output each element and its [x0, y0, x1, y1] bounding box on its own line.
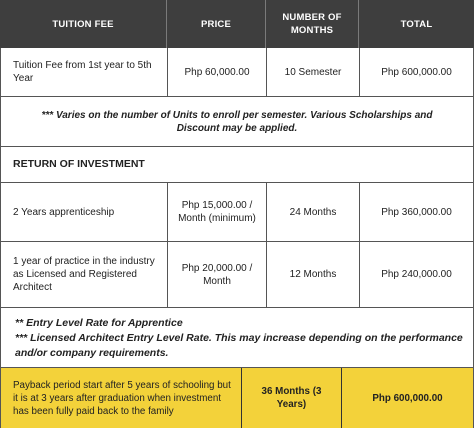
practice-total: Php 240,000.00	[381, 269, 452, 280]
note-apprentice-rate: ** Entry Level Rate for Apprentice	[15, 317, 183, 329]
note-varies-text: *** Varies on the number of Units to enroll per semester. Various Scholarships and Discount may be applied.	[41, 109, 433, 134]
payback-total: Php 600,000.00	[372, 392, 443, 404]
practice-price: Php 20,000.00 / Month	[181, 262, 253, 287]
header-number-of-months: NUMBER OF MONTHS	[282, 12, 342, 36]
tuition-total: Php 600,000.00	[381, 66, 452, 78]
table-row	[0, 48, 474, 97]
notes-rates	[0, 308, 474, 368]
roi-title: RETURN OF INVESTMENT	[13, 158, 145, 170]
table-row	[0, 183, 474, 242]
table-row	[0, 242, 474, 308]
apprenticeship-total: Php 360,000.00	[381, 206, 452, 218]
tuition-months: 10 Semester	[284, 66, 342, 78]
practice-months: 12 Months	[289, 269, 337, 280]
tuition-price: Php 60,000.00	[184, 66, 250, 78]
table-header	[0, 0, 474, 48]
payback-description: Payback period start after 5 years of schooling but it is at 3 years after graduation when investment has been fully paid back to the family	[13, 379, 231, 417]
apprenticeship-months: 24 Months	[289, 206, 337, 218]
payback-row	[0, 368, 474, 428]
notes-rates-text	[15, 316, 463, 361]
note-architect-rate: *** Licensed Architect Entry Level Rate. This may increase depending on the performance and/or company requirements.	[15, 332, 463, 359]
header-tuition-fee: TUITION FEE	[52, 18, 114, 30]
practice-description: 1 year of practice in the industry as Licensed and Registered Architect	[13, 256, 155, 293]
header-total: TOTAL	[400, 18, 433, 30]
payback-months: 36 Months (3 Years)	[261, 386, 322, 410]
note-varies	[0, 97, 474, 147]
apprenticeship-price: Php 15,000.00 / Month (minimum)	[178, 200, 256, 224]
tuition-description: Tuition Fee from 1st year to 5th Year	[13, 60, 152, 84]
header-price: PRICE	[200, 18, 232, 30]
roi-section-header	[0, 147, 474, 183]
apprenticeship-description: 2 Years apprenticeship	[13, 206, 115, 218]
